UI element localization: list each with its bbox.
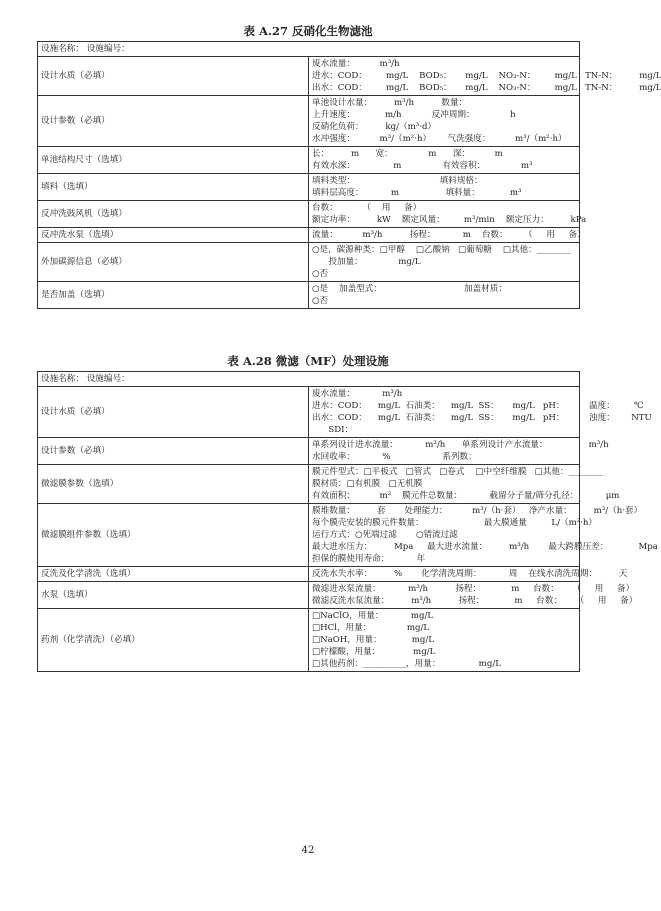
table-a27 bbox=[37, 41, 661, 309]
field-line: 微滤反洗水泵流量： m³/h 扬程： m 台数： （ 用 备） bbox=[312, 596, 638, 607]
form-row bbox=[38, 372, 580, 387]
row-label: 是否加盖（选填） bbox=[38, 282, 309, 309]
row-fields bbox=[309, 282, 580, 309]
form-row bbox=[38, 387, 580, 438]
row-fields bbox=[309, 147, 580, 174]
field-line: ○是，碳源种类：□甲醇 □乙酸钠 □葡萄糖 □其他：________ bbox=[312, 245, 572, 256]
field-line: 水冲强度： m³/（m²·h） 气洗强度： m³/（m²·h） bbox=[312, 134, 567, 145]
field-line: □HCl，用量： mg/L bbox=[312, 623, 430, 634]
table-a28-title: 表 A.28 微滤（MF）处理设施 bbox=[227, 354, 389, 368]
field-line: 膜材质：□有机膜 □无机膜 bbox=[312, 479, 423, 490]
row-label: 设计水质（必填） bbox=[38, 387, 309, 438]
row-label: 反冲洗鼓风机（选填） bbox=[38, 201, 309, 228]
row-fields bbox=[309, 504, 658, 567]
form-row bbox=[38, 504, 580, 567]
field-line: 填料类型： 填料规格： bbox=[312, 176, 483, 187]
field-line: 台数： （ 用 备） bbox=[312, 203, 422, 214]
field-line: 有效面积： m² 膜元件总数量： 截留分子量/筛分孔径： μm bbox=[312, 491, 620, 502]
form-row bbox=[38, 174, 580, 201]
field-line: □其他药剂：__________，用量： mg/L bbox=[312, 659, 501, 670]
row-label: 药剂（化学清洗）（必填） bbox=[38, 609, 309, 672]
row-label: 外加碳源信息（必填） bbox=[38, 243, 309, 282]
form-row bbox=[38, 147, 580, 174]
field-line: 废水流量： m³/h bbox=[312, 59, 400, 70]
field-line: □NaClO，用量： mg/L bbox=[312, 611, 434, 622]
row-fields bbox=[309, 57, 661, 96]
field-line: 水回收率： % 系列数： bbox=[312, 452, 477, 463]
form-row bbox=[38, 282, 580, 309]
field-line: 投加量： mg/L bbox=[312, 257, 421, 268]
field-line: 废水流量： m³/h bbox=[312, 389, 403, 400]
row-fields bbox=[309, 96, 580, 147]
row-label: 微滤膜组件参数（选填） bbox=[38, 504, 309, 567]
field-line: □NaOH，用量： mg/L bbox=[312, 635, 434, 646]
form-row bbox=[38, 57, 580, 96]
row-fields bbox=[309, 582, 638, 609]
field-line: 进水：COD： mg/L 石油类： mg/L SS： mg/L pH： 温度： ℃ bbox=[312, 401, 644, 412]
field-line: 单池设计水量： m³/h 数量： bbox=[312, 98, 468, 109]
table-a28 bbox=[37, 371, 658, 672]
form-row bbox=[38, 438, 580, 465]
row-label: 微滤膜参数（选填） bbox=[38, 465, 309, 504]
field-line: 膜堆数量： 套 处理能力： m³/（h·套） 净产水量： m³/（h·套） bbox=[312, 506, 643, 517]
form-row bbox=[38, 201, 580, 228]
row-fields bbox=[309, 228, 586, 243]
form-row bbox=[38, 42, 580, 57]
row-label: 反冲洗水泵（选填） bbox=[38, 228, 309, 243]
field-line: 每个膜壳安装的膜元件数量： 最大膜通量 L/（m²·h） bbox=[312, 518, 598, 529]
form-row bbox=[38, 465, 580, 504]
facility-name-cell: 设施名称： 设施编号： bbox=[38, 372, 580, 387]
row-fields bbox=[309, 609, 580, 672]
field-line: 流量： m³/h 扬程： m 台数： （ 用 备） bbox=[312, 230, 586, 241]
field-line: 微滤进水泵流量： m³/h 扬程： m 台数： （ 用 备） bbox=[312, 584, 635, 595]
field-line: 单系列设计进水流量： m³/h 单系列设计产水流量： m³/h bbox=[312, 440, 609, 451]
field-line: 担保的膜使用寿命： 年 bbox=[312, 554, 426, 565]
field-line: ○否 bbox=[312, 269, 329, 280]
row-label: 水泵（选填） bbox=[38, 582, 309, 609]
field-line: 有效水深： m 有效容积： m³ bbox=[312, 161, 533, 172]
field-line: 出水：COD： mg/L BOD₅： mg/L NO₃-N： mg/L TN-N： mg/L bbox=[312, 83, 661, 94]
form-row bbox=[38, 582, 580, 609]
field-line: ○否 bbox=[312, 296, 329, 307]
field-line: 反洗水失水率： % 化学清洗周期： 周 在线水清洗周期： 天 bbox=[312, 569, 628, 580]
form-row bbox=[38, 567, 580, 582]
row-fields bbox=[309, 387, 652, 438]
row-fields bbox=[309, 465, 620, 504]
row-label: 设计参数（必填） bbox=[38, 438, 309, 465]
form-row bbox=[38, 228, 580, 243]
form-row bbox=[38, 609, 580, 672]
field-line: 膜元件型式：□平板式 □管式 □卷式 □中空纤维膜 □其他：________ bbox=[312, 467, 603, 478]
row-label: 反洗及化学清洗（选填） bbox=[38, 567, 309, 582]
field-line: 运行方式：○死端过滤 ○错流过滤 bbox=[312, 530, 458, 541]
field-line: SDI： bbox=[312, 425, 354, 436]
row-fields bbox=[309, 174, 580, 201]
field-line: 反硝化负荷： kg/（m³·d） bbox=[312, 122, 437, 133]
row-fields bbox=[309, 567, 628, 582]
field-line: ○是 加盖型式： 加盖材质： bbox=[312, 284, 507, 295]
page-number: 42 bbox=[301, 845, 315, 856]
field-line: 最大进水压力： Mpa 最大进水流量： m³/h 最大跨膜压差： Mpa bbox=[312, 542, 658, 553]
facility-name-cell: 设施名称： 设施编号： bbox=[38, 42, 580, 57]
row-fields bbox=[309, 243, 580, 282]
row-fields bbox=[309, 438, 609, 465]
form-row bbox=[38, 243, 580, 282]
row-label: 单池结构尺寸（选填） bbox=[38, 147, 309, 174]
field-line: 额定功率： kW 额定风量： m³/min 额定压力： kPa bbox=[312, 215, 587, 226]
form-row bbox=[38, 96, 580, 147]
field-line: □柠檬酸，用量： mg/L bbox=[312, 647, 436, 658]
field-line: 出水：COD： mg/L 石油类： mg/L SS： mg/L pH： 浊度： NTU bbox=[312, 413, 652, 424]
row-label: 设计参数（必填） bbox=[38, 96, 309, 147]
field-line: 上升速度： m/h 反冲周期： h bbox=[312, 110, 516, 121]
field-line: 长： m 宽： m 深： m bbox=[312, 149, 503, 160]
table-a27-title: 表 A.27 反硝化生物滤池 bbox=[243, 24, 373, 38]
row-fields bbox=[309, 201, 587, 228]
row-label: 填料（选填） bbox=[38, 174, 309, 201]
row-label: 设计水质（必填） bbox=[38, 57, 309, 96]
field-line: 进水：COD： mg/L BOD₅： mg/L NO₃-N： mg/L TN-N： mg/L bbox=[312, 71, 661, 82]
field-line: 填料层高度： m 填料量： m³ bbox=[312, 188, 522, 199]
